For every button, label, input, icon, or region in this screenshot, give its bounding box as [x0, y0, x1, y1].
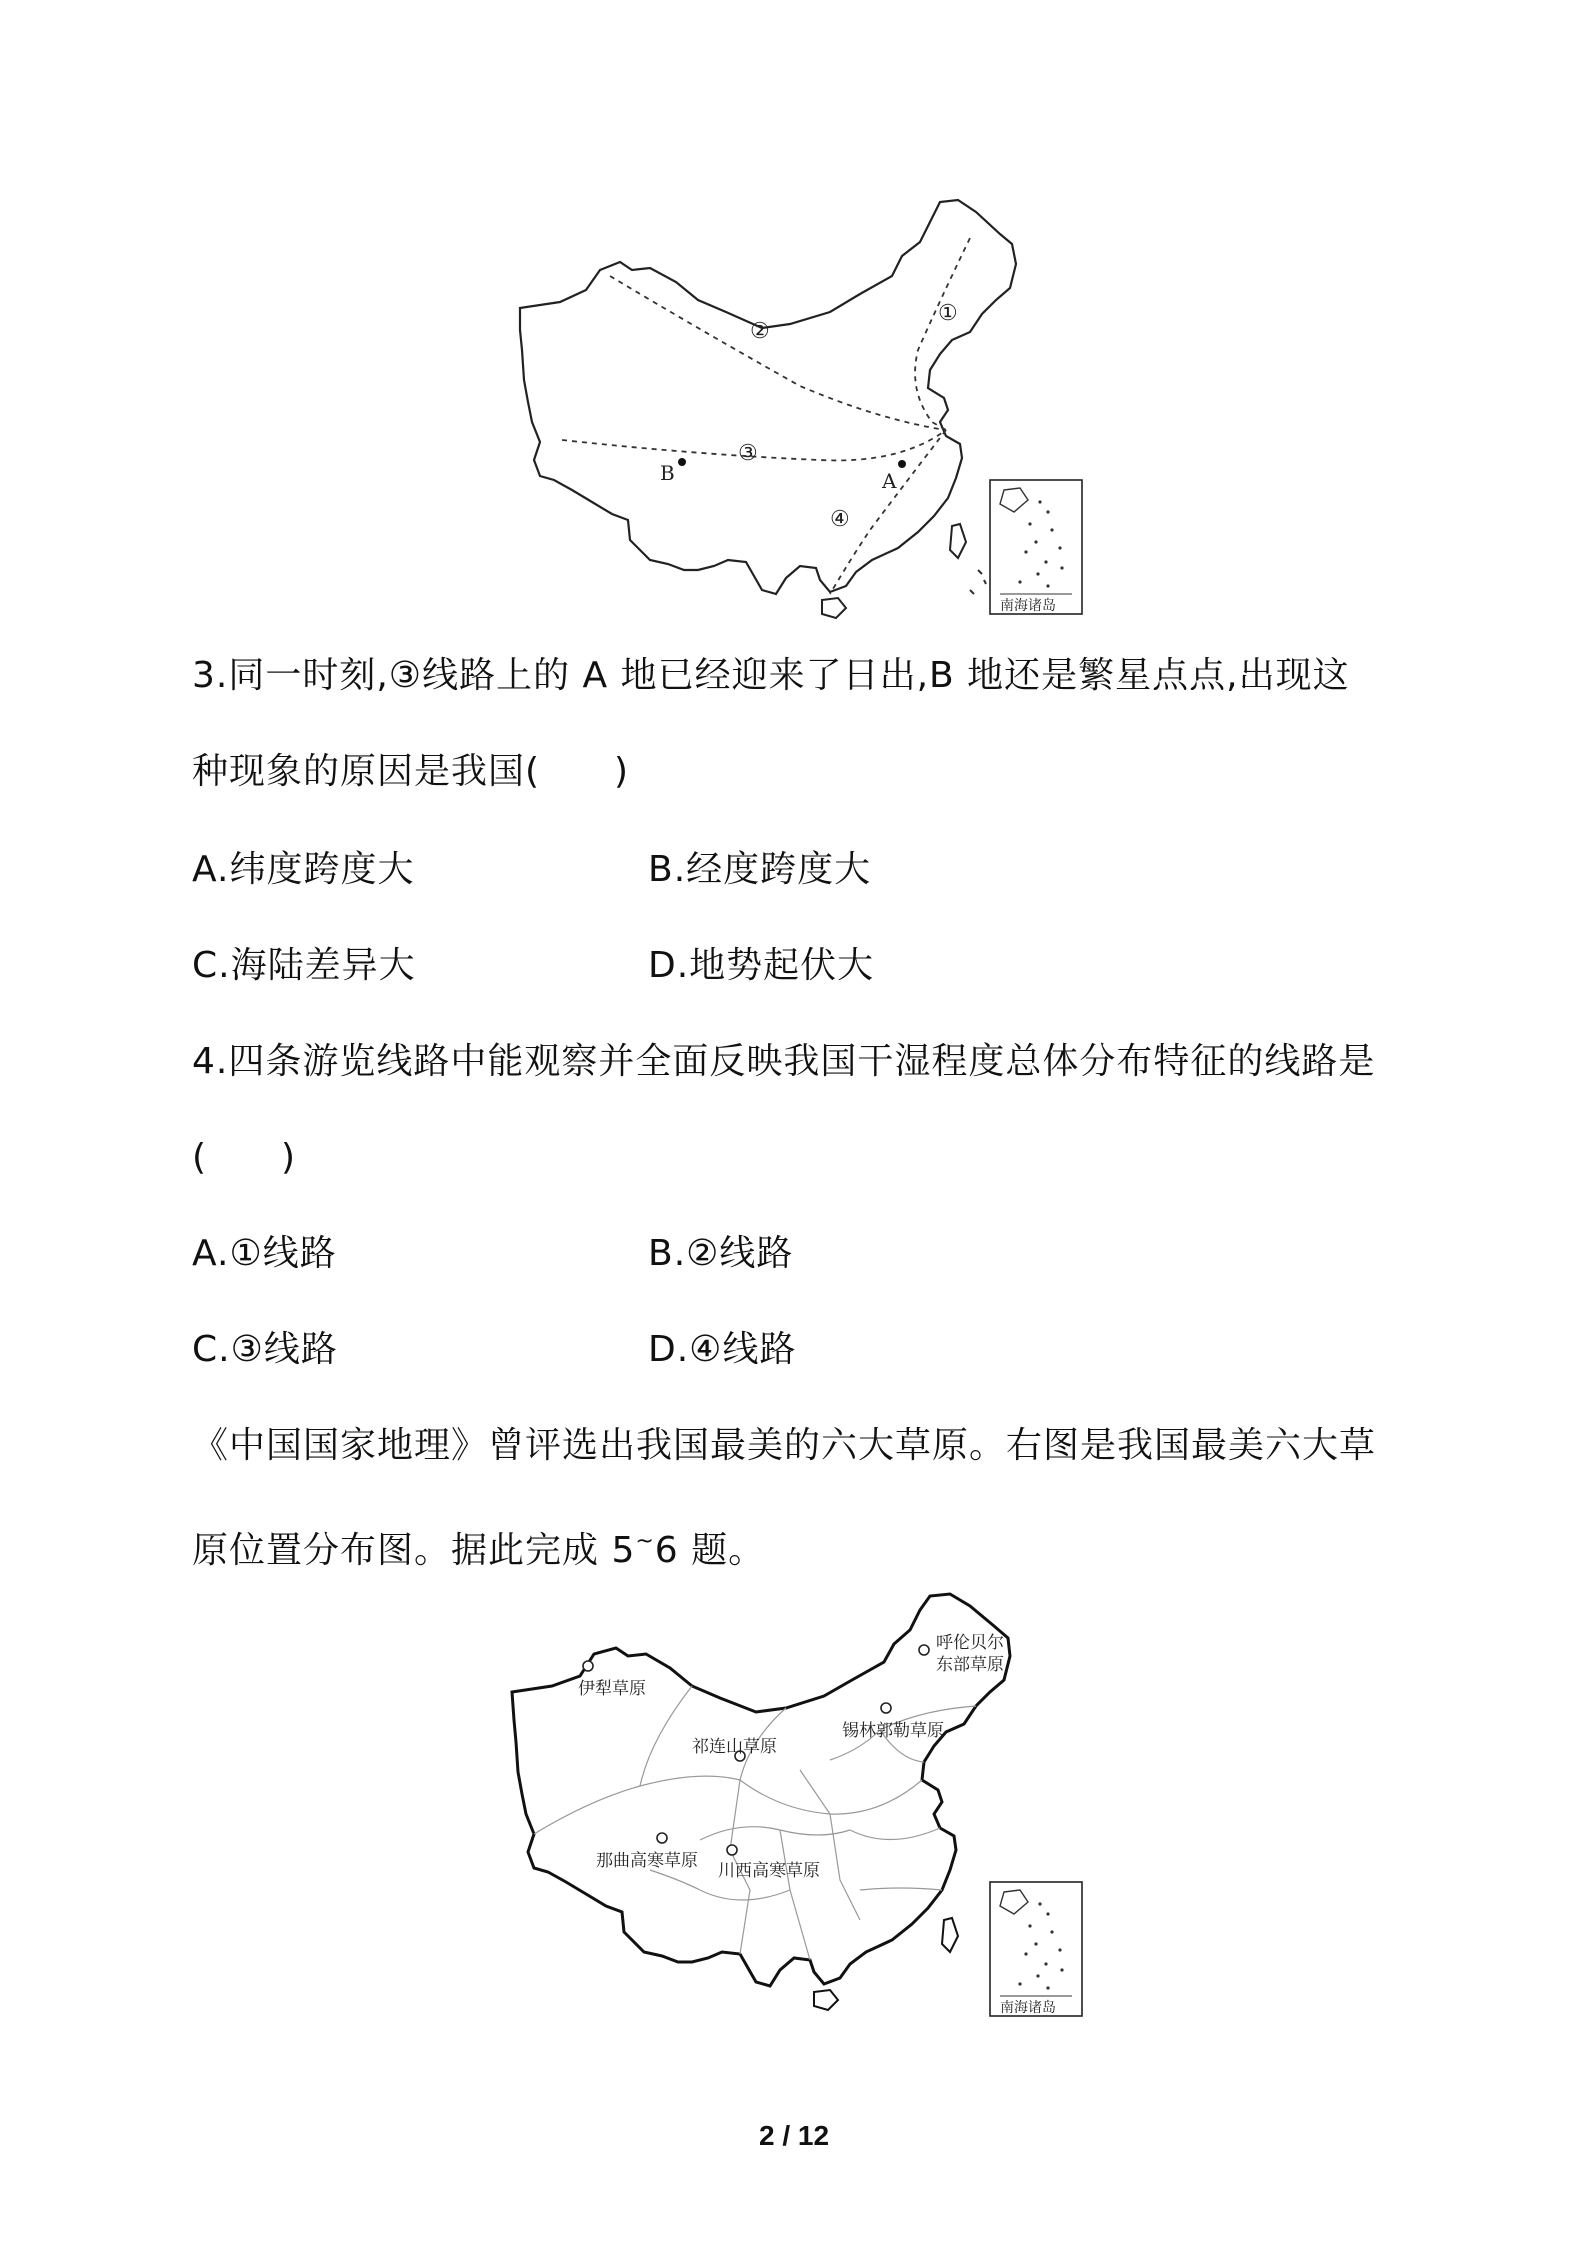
q4-option-d: D.④线路 [648, 1329, 797, 1370]
hainan-island [822, 598, 846, 618]
route-2-line [610, 276, 946, 430]
route-4-label: ④ [830, 507, 850, 532]
route-1-line [915, 238, 970, 430]
taiwan-island [950, 524, 966, 558]
route-map [500, 190, 1100, 630]
q3-option-b: B.经度跨度大 [648, 849, 872, 890]
q3-option-a: A.纬度跨度大 [192, 849, 415, 890]
hainan-island-2 [814, 1990, 838, 2010]
route-3-label: ③ [738, 441, 758, 466]
marker-nagqu [657, 1833, 667, 1843]
grassland-map-svg [500, 1590, 1100, 2030]
label-nagqu: 那曲高寒草原 [596, 1851, 698, 1871]
marker-west-sichuan [727, 1845, 737, 1855]
q4-option-b: B.②线路 [648, 1233, 794, 1274]
intro-line-2-start: 原位置分布图。据此完成 5 [192, 1530, 636, 1571]
marker-ili [583, 1661, 593, 1671]
intro-line-1: 《中国国家地理》曾评选出我国最美的六大草原。右图是我国最美六大草 [192, 1425, 1377, 1466]
china-outline [520, 200, 1016, 594]
q3-option-d: D.地势起伏大 [648, 945, 875, 986]
intro-line-2-end: 6 题。 [654, 1530, 766, 1571]
taiwan-island-2 [942, 1918, 958, 1952]
q4-option-c: C.③线路 [192, 1329, 338, 1370]
route-2-label: ② [750, 319, 770, 344]
route-map-svg [500, 190, 1100, 630]
intro-tilde: ~ [635, 1529, 655, 1554]
point-b-label: B [660, 461, 675, 485]
q4-stem-line-1: 4.四条游览线路中能观察并全面反映我国干湿程度总体分布特征的线路是 [192, 1041, 1376, 1082]
south-sea-inset-2 [990, 1882, 1082, 2016]
label-ili: 伊犁草原 [578, 1679, 646, 1699]
q4-stem-line-2: ( ) [192, 1137, 297, 1178]
q3-option-c: C.海陆差异大 [192, 945, 416, 986]
point-a-marker [898, 460, 906, 468]
route-1-label: ① [938, 301, 958, 326]
label-hulunbuir-1: 呼伦贝尔 [936, 1633, 1004, 1653]
grassland-map [500, 1590, 1100, 2030]
marker-xilingol [881, 1703, 891, 1713]
label-qilian: 祁连山草原 [692, 1737, 777, 1757]
page-number: 2 / 12 [758, 2120, 830, 2151]
q3-stem-line-1: 3.同一时刻,③线路上的 A 地已经迎来了日出,B 地还是繁星点点,出现这 [192, 655, 1350, 696]
label-west-sichuan: 川西高寒草原 [718, 1861, 820, 1881]
intro-line-2 [192, 1518, 765, 1575]
coastal-islands [970, 570, 986, 594]
label-xilingol: 锡林郭勒草原 [842, 1721, 944, 1741]
q3-stem-line-2: 种现象的原因是我国( ) [192, 751, 630, 792]
label-hulunbuir-2: 东部草原 [936, 1655, 1004, 1675]
marker-hulunbuir [919, 1645, 929, 1655]
grassland-map-inset-caption: 南海诸岛 [1000, 2000, 1056, 2016]
point-a-label: A [882, 469, 897, 493]
q4-option-a: A.①线路 [192, 1233, 337, 1274]
route-map-inset-caption: 南海诸岛 [1000, 598, 1056, 614]
south-sea-inset [990, 480, 1082, 614]
point-b-marker [678, 458, 686, 466]
